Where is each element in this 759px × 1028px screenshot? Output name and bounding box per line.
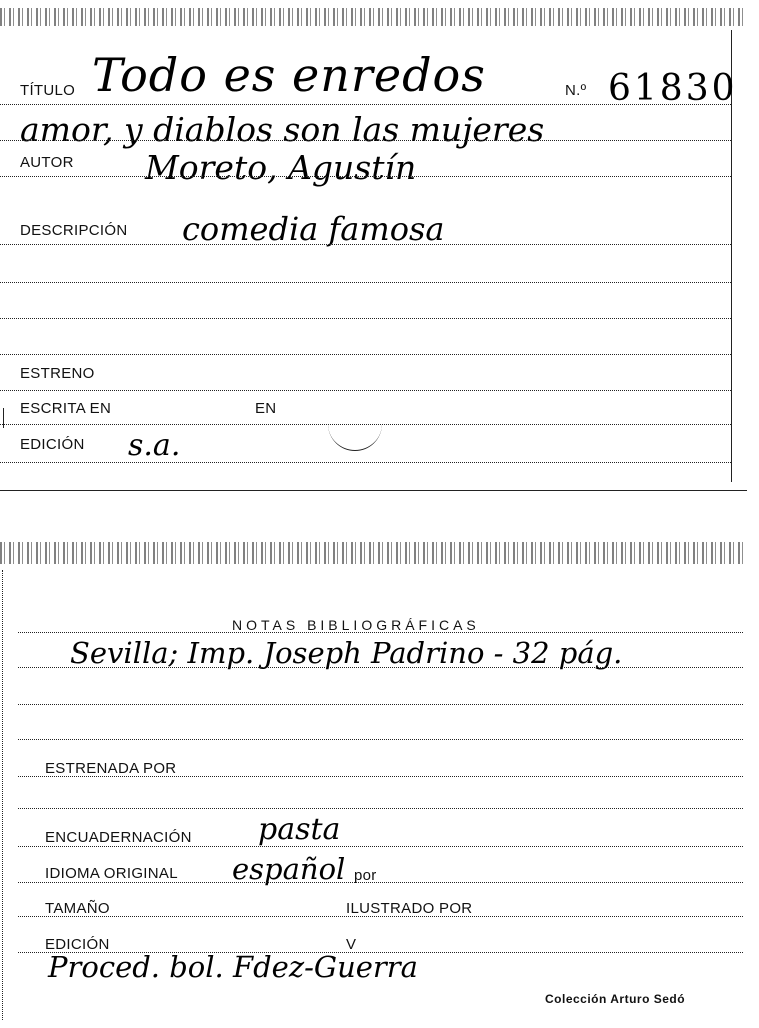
rule-idioma xyxy=(18,882,743,883)
label-estreno: ESTRENO xyxy=(20,365,95,382)
rule-blank-1 xyxy=(0,282,731,283)
rule-notas-1 xyxy=(18,632,743,633)
hw-encuadernacion: pasta xyxy=(258,812,341,847)
label-idioma-original: IDIOMA ORIGINAL xyxy=(45,865,178,882)
hw-numero: 61830 xyxy=(608,68,738,109)
rule-encuadernacion xyxy=(18,846,743,847)
label-tamano: TAMAÑO xyxy=(45,900,110,917)
hw-autor: Moreto, Agustín xyxy=(145,148,417,187)
collection-stamp: Colección Arturo Sedó xyxy=(545,992,686,1006)
torn-top-edge-back xyxy=(0,542,747,564)
rule-autor xyxy=(0,176,731,177)
label-descripcion: DESCRIPCIÓN xyxy=(20,222,128,239)
hw-idioma: español xyxy=(232,852,346,886)
card-front xyxy=(0,0,747,492)
hw-descripcion: comedia famosa xyxy=(182,210,445,248)
label-edicion-back: EDICIÓN xyxy=(45,936,110,953)
label-edicion: EDICIÓN xyxy=(20,436,85,453)
card-bottom-edge xyxy=(0,490,747,491)
rule-notas-2 xyxy=(18,667,743,668)
label-titulo: TÍTULO xyxy=(20,82,76,99)
card-back xyxy=(0,540,747,1028)
notas-bibliograficas-title: NOTAS BIBLIOGRÁFICAS xyxy=(232,617,480,633)
rule-titulo xyxy=(0,104,731,105)
torn-top-edge xyxy=(0,8,747,26)
rule-descripcion xyxy=(0,244,731,245)
label-ilustrado-por: ILUSTRADO POR xyxy=(346,900,473,917)
left-border-back xyxy=(2,570,3,1020)
label-numero: N.º xyxy=(565,82,587,99)
label-encuadernacion: ENCUADERNACIÓN xyxy=(45,829,192,846)
hw-notas: Sevilla; Imp. Joseph Padrino - 32 pág. xyxy=(70,636,623,670)
hw-edicion: s.a. xyxy=(128,428,181,463)
rule-titulo-2 xyxy=(0,140,731,141)
hw-procedencia: Proced. bol. Fdez-Guerra xyxy=(48,950,418,984)
rule-blank-2 xyxy=(0,318,731,319)
label-escrita-en: ESCRITA EN xyxy=(20,400,112,417)
hw-titulo-line2: amor, y diablos son las mujeres xyxy=(20,110,545,149)
rule-notas-4 xyxy=(18,739,743,740)
rule-blank-3 xyxy=(0,354,731,355)
label-estrenada-por: ESTRENADA POR xyxy=(45,760,177,777)
rule-estreno xyxy=(0,390,731,391)
hw-titulo-line1: Todo es enredos xyxy=(92,48,486,102)
label-autor: AUTOR xyxy=(20,154,74,171)
label-por: por xyxy=(354,867,377,884)
label-en: EN xyxy=(255,400,277,417)
rule-tamano xyxy=(18,916,743,917)
rule-edicion xyxy=(0,462,731,463)
rule-estrenada-por xyxy=(18,776,743,777)
label-v: V xyxy=(346,936,357,953)
rule-blank-back xyxy=(18,808,743,809)
rule-notas-3 xyxy=(18,704,743,705)
pencil-arc-mark xyxy=(328,420,382,451)
left-tick xyxy=(3,408,4,428)
